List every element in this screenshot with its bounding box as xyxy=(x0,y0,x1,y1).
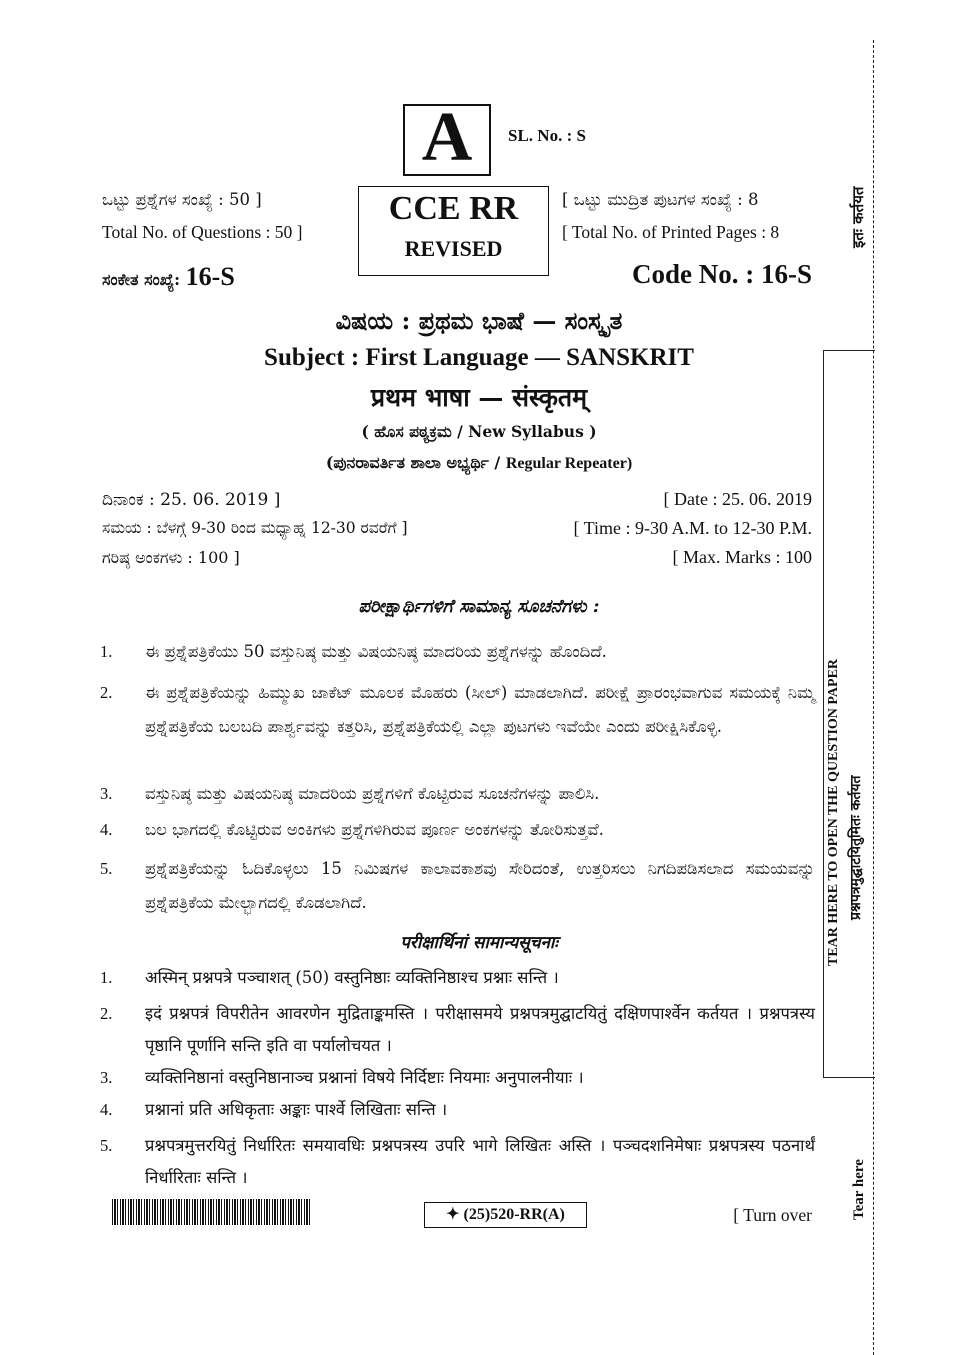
instruction-number: 3. xyxy=(100,1068,113,1087)
tear-instruction-hindi: प्रश्नपत्रमुद्घाटयितुमितः कर्तयत xyxy=(848,775,864,920)
cce-title: CCE RR xyxy=(388,190,519,227)
subject-sanskrit: प्रथम भाषा — संस्कृतम् xyxy=(370,383,588,412)
code-label-kannada xyxy=(102,262,235,292)
barcode xyxy=(112,1199,312,1225)
sanskrit-instructions-heading: परीक्षार्थिनां सामान्यसूचनाः xyxy=(400,933,558,953)
subject-english: Subject : First Language — SANSKRIT xyxy=(264,344,694,371)
instruction-number: 5. xyxy=(100,1136,113,1155)
instruction-number: 1. xyxy=(100,642,113,661)
instruction-text: ಈ ಪ್ರಶ್ನೆಪತ್ರಿಕೆಯನ್ನು ಹಿಮ್ಮುಖ ಜಾಕೆಟ್ ಮೂಲಕ ಮೊಹರು (ಸೀಲ್) ಮಾಡಲಾಗಿದೆ. ಪರೀಕ್ಷೆ ಪ್ರಾರಂಭವಾಗುವ ಸಮಯಕ್ಕೆ ನಿಮ್ಮ ಪ್ರಶ್ನೆಪತ್ರಿಕೆಯ ಬಲಬದಿ ಪಾರ್ಶ್ವವನ್ನು ಕತ್ತರಿಸಿ, ಪ್ರಶ್ನೆಪತ್ರಿಕೆಯಲ್ಲಿ ಎಲ್ಲಾ ಪುಟಗಳು ಇವೆಯೇ ಎಂದು ಪರೀಕ್ಷಿಸಿಕೊಳ್ಳಿ. xyxy=(145,683,815,736)
tear-instruction-english: TEAR HERE TO OPEN THE QUESTION PAPER xyxy=(826,658,841,966)
instruction-number: 3. xyxy=(100,784,113,803)
paper-code: ✦ (25)520-RR(A) xyxy=(446,1206,565,1223)
cut-here-top-label: इतः कर्तयत xyxy=(849,186,867,248)
instruction-text: ಪ್ರಶ್ನೆಪತ್ರಿಕೆಯನ್ನು ಓದಿಕೊಳ್ಳಲು 15 ನಿಮಿಷಗಳ ಕಾಲಾವಕಾಶವು ಸೇರಿದಂತೆ, ಉತ್ತರಿಸಲು ನಿಗದಿಪಡಿಸಲಾದ ಸಮಯವನ್ನು ಪ್ರಶ್ನೆಪತ್ರಿಕೆಯ ಮೇಲ್ಭಾಗದಲ್ಲಿ ಕೊಡಲಾಗಿದೆ. xyxy=(145,859,815,912)
date-kannada: ದಿನಾಂಕ : 25. 06. 2019 ] xyxy=(102,490,281,510)
instruction-number: 4. xyxy=(100,820,113,839)
time-english: [ Time : 9-30 A.M. to 12-30 P.M. xyxy=(573,518,812,538)
code-label-kannada-text: ಸಂಕೇತ ಸಂಖ್ಯೆ: xyxy=(102,270,181,289)
max-marks-kannada: ಗರಿಷ್ಠ ಅಂಕಗಳು : 100 ] xyxy=(102,548,240,567)
instruction-number: 2. xyxy=(100,1004,113,1023)
cce-subtitle: REVISED xyxy=(404,236,503,261)
code-number-english: Code No. : 16-S xyxy=(632,259,812,289)
repeater-kannada: (ಪುನರಾವರ್ತಿತ ಶಾಲಾ ಅಭ್ಯರ್ಥಿ / xyxy=(325,453,501,472)
turn-over: [ Turn over xyxy=(733,1205,812,1225)
printed-pages-kannada: [ ಒಟ್ಟು ಮುದ್ರಿತ ಪುಟಗಳ ಸಂಖ್ಯೆ : 8 xyxy=(562,190,759,209)
syllabus-line: ( ಹೊಸ ಪಠ್ಯಕ್ರಮ / New Syllabus ) xyxy=(361,422,597,441)
time-kannada: ಸಮಯ : ಬೆಳಗ್ಗೆ 9-30 ರಿಂದ ಮಧ್ಯಾಹ್ನ 12-30 ರವರೆಗೆ ] xyxy=(102,519,408,537)
instruction-number: 2. xyxy=(100,683,113,702)
kannada-instructions-heading: ಪರೀಕ್ಷಾರ್ಥಿಗಳಿಗೆ ಸಾಮಾನ್ಯ ಸೂಚನೆಗಳು : xyxy=(358,596,600,617)
tear-here-label: Tear here xyxy=(851,1159,867,1220)
instruction-text: व्यक्तिनिष्ठानां वस्तुनिष्ठानाञ्च प्रश्नानां विषये निर्दिष्टाः नियमाः अनुपालनीयाः । xyxy=(145,1068,584,1087)
serial-number: SL. No. : S xyxy=(508,126,586,145)
instruction-text: ವಸ್ತುನಿಷ್ಠ ಮತ್ತು ವಿಷಯನಿಷ್ಠ ಮಾದರಿಯ ಪ್ರಶ್ನೆಗಳಿಗೆ ಕೊಟ್ಟಿರುವ ಸೂಚನೆಗಳನ್ನು ಪಾಲಿಸಿ. xyxy=(145,784,600,803)
total-questions-kannada: ಒಟ್ಟು ಪ್ರಶ್ನೆಗಳ ಸಂಖ್ಯೆ : 50 ] xyxy=(102,190,262,209)
instruction-text: प्रश्नपत्रमुत्तरयितुं निर्धारितः समयावधिः प्रश्नपत्रस्य उपरि भागे लिखितः अस्ति । पञ्चदशनिमेषाः प्रश्नपत्रस्य पठनार्थं निर्धारिताः सन्ति । xyxy=(145,1136,815,1187)
instruction-text: इदं प्रश्नपत्रं विपरीतेन आवरणेन मुद्रिताङ्कमस्ति । परीक्षासमये प्रश्नपत्रमुद्घाटयितुं दक्षिणपार्श्वेन कर्तयत । प्रश्नपत्रस्य पृष्ठानि पूर्णानि सन्ति इति वा पर्यालोचयत । xyxy=(145,1004,815,1055)
instruction-number: 1. xyxy=(100,968,113,987)
max-marks-english: [ Max. Marks : 100 xyxy=(672,547,812,567)
instruction-text: अस्मिन् प्रश्नपत्रे पञ्चाशत् (50) वस्तुनिष्ठाः व्यक्तिनिष्ठाश्च प्रश्नाः सन्ति । xyxy=(145,968,559,987)
total-questions-english: Total No. of Questions : 50 ] xyxy=(102,222,303,242)
subject-kannada: ವಿಷಯ : ಪ್ರಥಮ ಭಾಷೆ — ಸಂಸ್ಕೃತ xyxy=(335,306,623,335)
printed-pages-english: [ Total No. of Printed Pages : 8 xyxy=(562,222,780,242)
instruction-text: ಈ ಪ್ರಶ್ನೆಪತ್ರಿಕೆಯು 50 ವಸ್ತುನಿಷ್ಠ ಮತ್ತು ವಿಷಯನಿಷ್ಠ ಮಾದರಿಯ ಪ್ರಶ್ನೆಗಳನ್ನು ಹೊಂದಿದೆ. xyxy=(145,642,607,661)
instruction-number: 4. xyxy=(100,1100,113,1119)
repeater-line xyxy=(0,453,958,473)
code-value-left: 16-S xyxy=(185,262,235,291)
instruction-text: ಬಲ ಭಾಗದಲ್ಲಿ ಕೊಟ್ಟಿರುವ ಅಂಕಿಗಳು ಪ್ರಶ್ನೆಗಳಿಗಿರುವ ಪೂರ್ಣ ಅಂಕಗಳನ್ನು ತೋರಿಸುತ್ತವೆ. xyxy=(145,820,604,839)
repeater-english: Regular Repeater) xyxy=(505,455,633,472)
instruction-text: प्रश्नानां प्रति अधिकृताः अङ्काः पार्श्वे लिखिताः सन्ति । xyxy=(145,1100,448,1119)
date-english: [ Date : 25. 06. 2019 xyxy=(663,489,812,509)
instruction-number: 5. xyxy=(100,859,113,878)
paper-set-letter: A xyxy=(421,99,473,176)
